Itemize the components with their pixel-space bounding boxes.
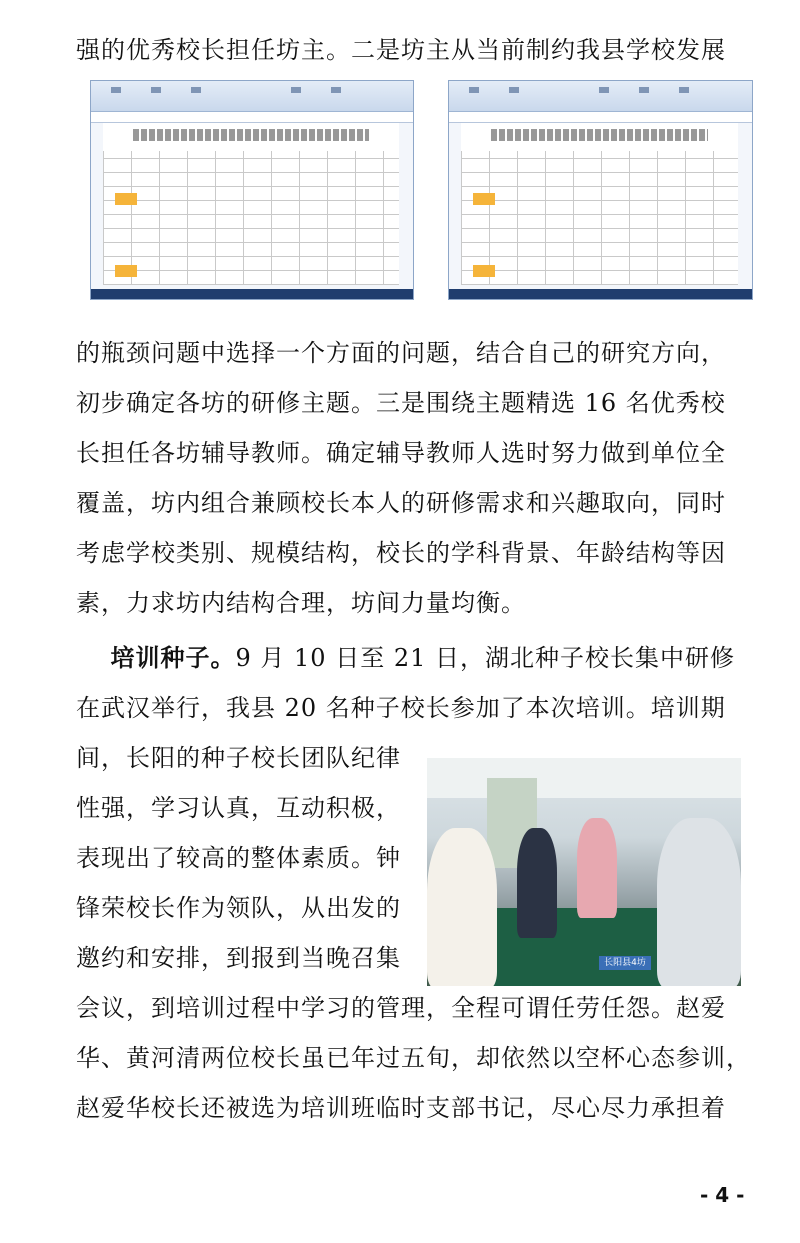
paragraph-1 xyxy=(76,25,748,75)
photo-sign: 长阳县4坊 xyxy=(599,956,651,970)
text-line: 赵爱华校长还被选为培训班临时支部书记，尽心尽力承担着 xyxy=(76,1094,726,1122)
page-number: - 4 - xyxy=(700,1183,745,1207)
text-line: 表现出了较高的整体素质。钟 xyxy=(76,844,401,872)
text-line: 长担任各坊辅导教师。确定辅导教师人选时努力做到单位全 xyxy=(76,439,726,467)
training-photo xyxy=(427,758,741,986)
text-line: 初步确定各坊的研修主题。三是围绕主题精选 16 名优秀校 xyxy=(76,389,726,417)
text-line: 华、黄河清两位校长虽已年过五旬，却依然以空杯心态参训， xyxy=(76,1044,751,1072)
text-line: 间，长阳的种子校长团队纪律 xyxy=(76,744,401,772)
text-line: 强的优秀校长担任坊主。二是坊主从当前制约我县学校发展 xyxy=(76,36,726,64)
paragraph-2 xyxy=(76,328,748,628)
text-line: 在武汉举行，我县 20 名种子校长参加了本次培训。培训期 xyxy=(76,694,726,722)
text-line: 性强，学习认真，互动积极， xyxy=(76,794,401,822)
text-line: 素，力求坊内结构合理，坊间力量均衡。 xyxy=(76,589,526,617)
text-line: 覆盖，坊内组合兼顾校长本人的研修需求和兴趣取向，同时 xyxy=(76,489,726,517)
section-heading: 培训种子。 xyxy=(110,643,236,672)
text-line: 会议，到培训过程中学习的管理，全程可谓任劳任怨。赵爱 xyxy=(76,994,726,1022)
text-line: 考虑学校类别、规模结构，校长的学科背景、年龄结构等因 xyxy=(76,539,726,567)
text-line: 培训种子。9 月 10 日至 21 日，湖北种子校长集中研修 xyxy=(110,643,736,672)
text-line: 邀约和安排，到报到当晚召集 xyxy=(76,944,401,972)
spreadsheet-screenshot-right xyxy=(448,80,753,300)
text-line: 锋荣校长作为领队，从出发的 xyxy=(76,894,401,922)
text-line: 的瓶颈问题中选择一个方面的问题，结合自己的研究方向， xyxy=(76,339,726,367)
spreadsheet-screenshot-left xyxy=(90,80,414,300)
